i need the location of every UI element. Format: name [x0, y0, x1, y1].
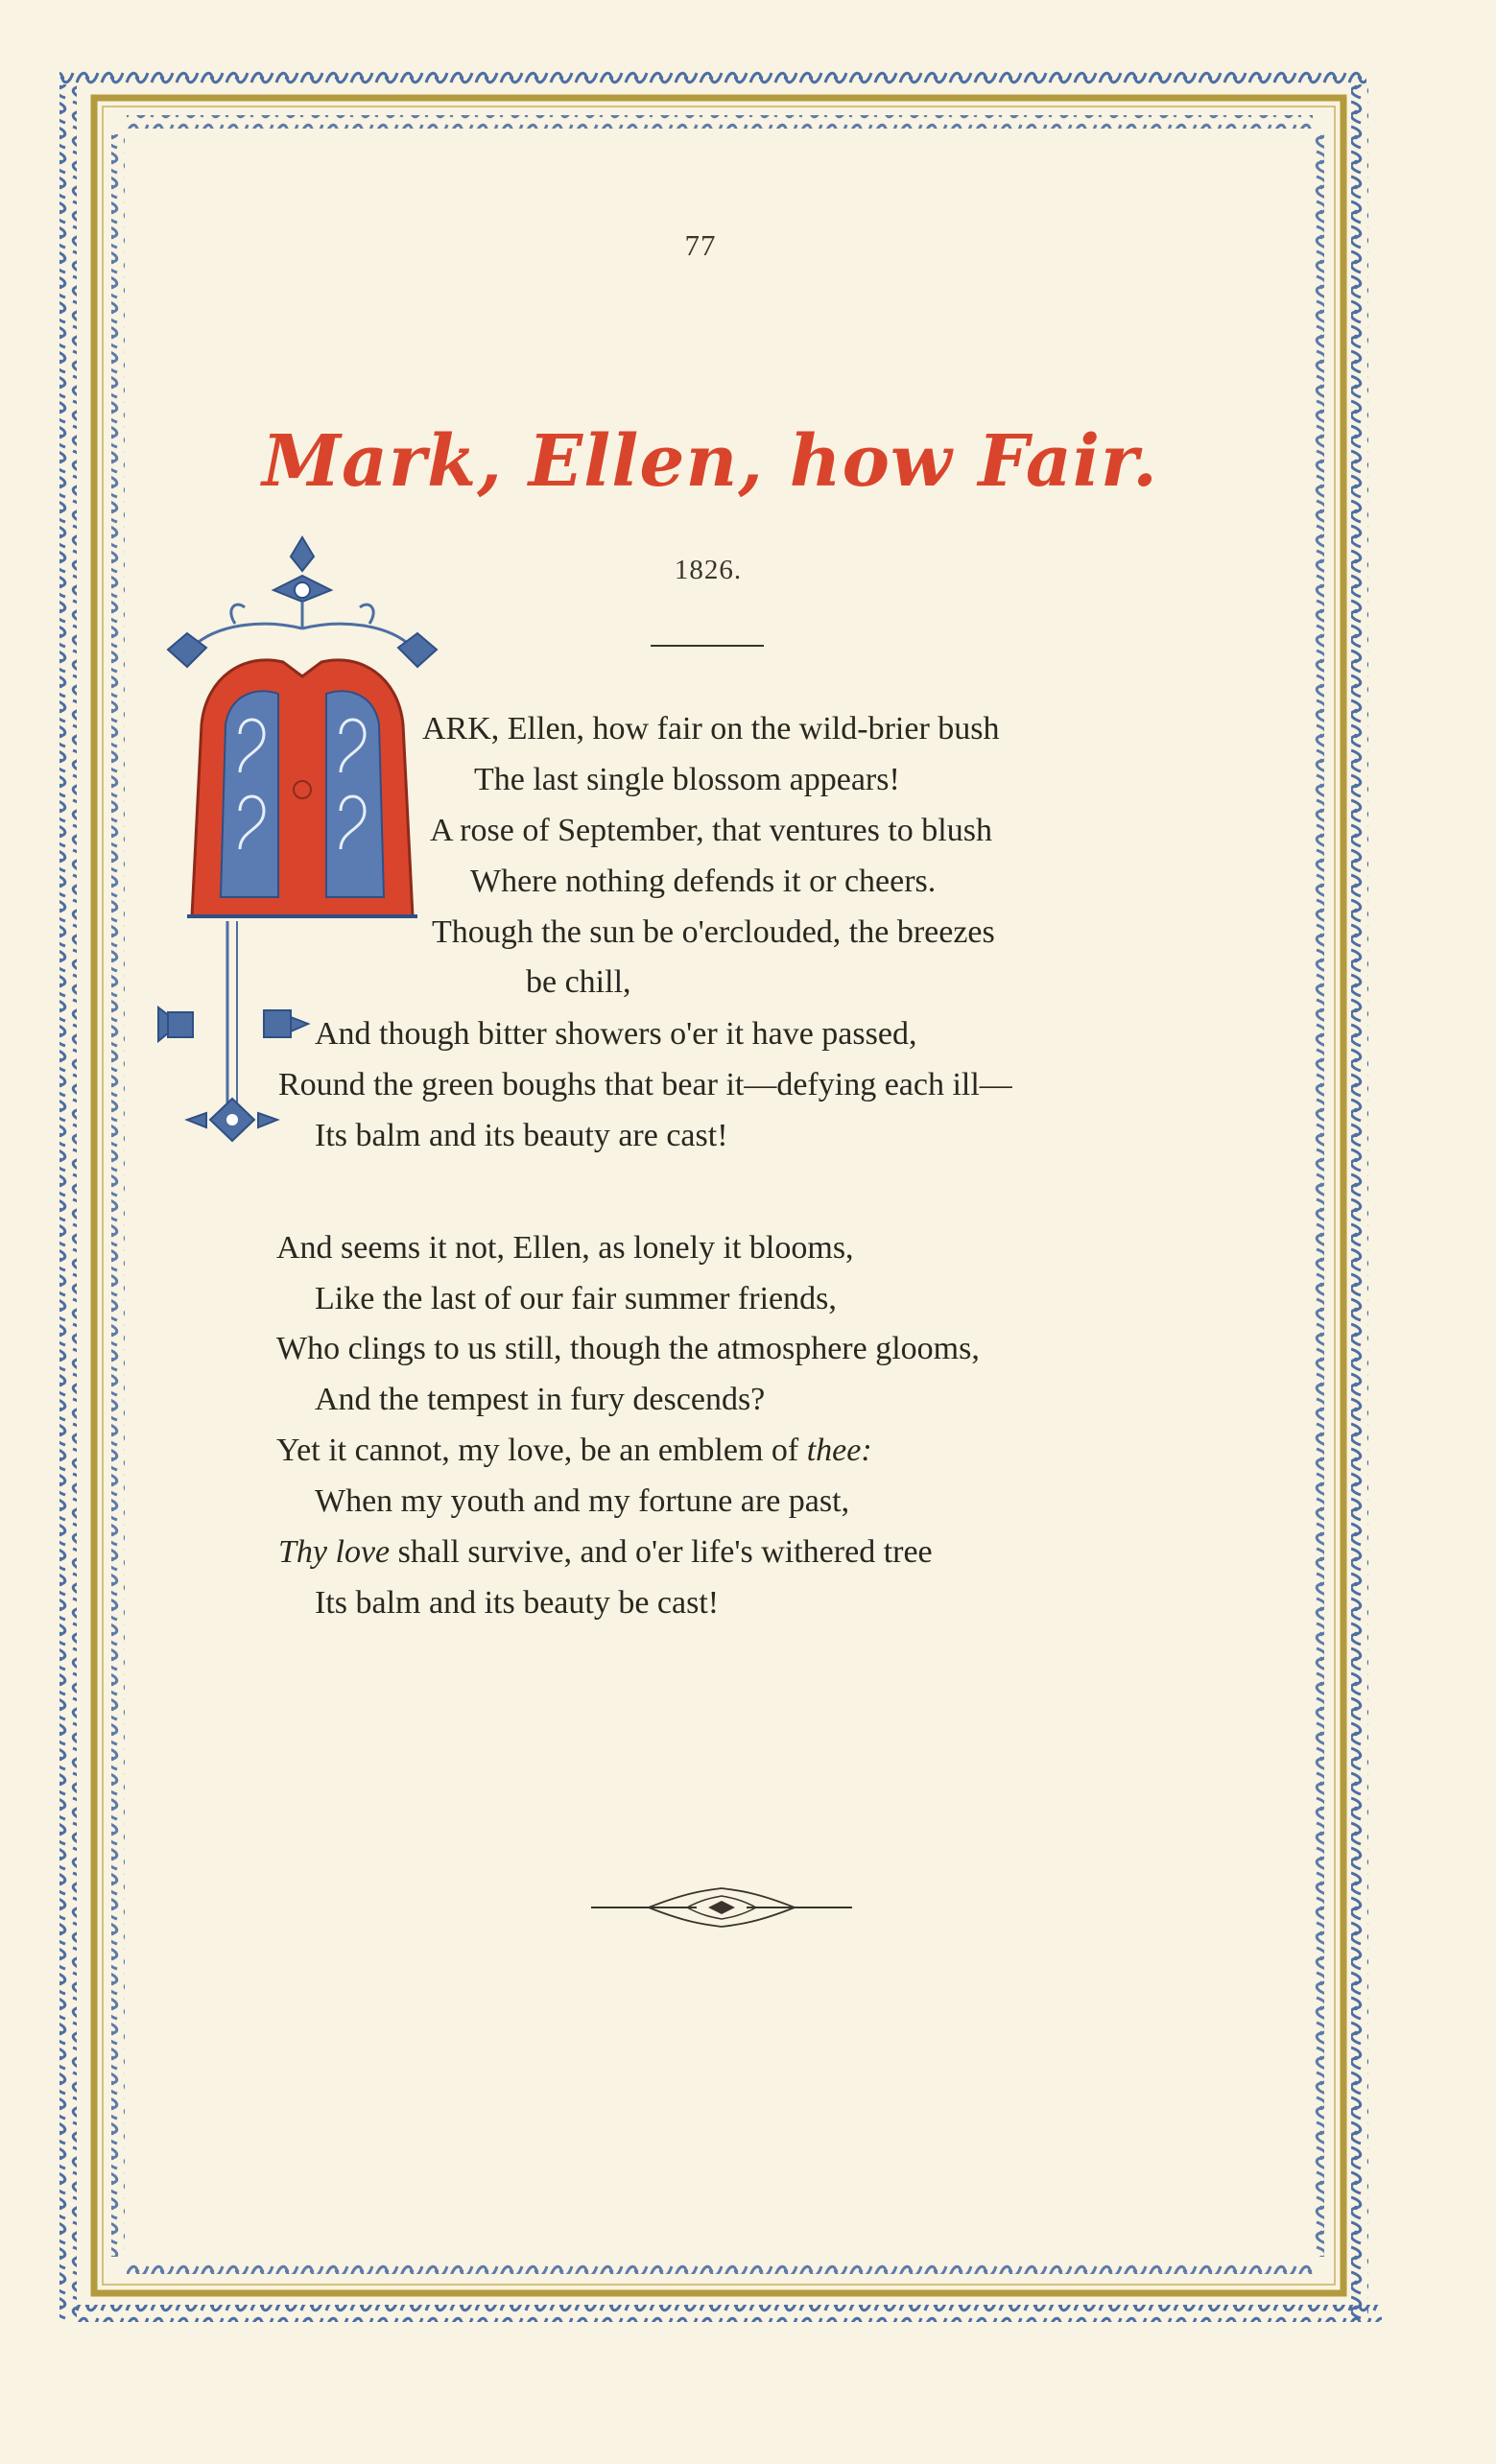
stanza-1-line-1: ARK, Ellen, how fair on the wild-brier bush — [422, 711, 1000, 746]
stanza-2-line-7-text: shall survive, and o'er life's withered tree — [390, 1534, 933, 1570]
poem-title: Mark, Ellen, how Fair. — [262, 420, 1158, 503]
stanza-2-line-7 — [278, 1533, 933, 1572]
tailpiece-ornament — [591, 1883, 852, 1931]
stanza-1-line-7: And though bitter showers o'er it have passed, — [315, 1016, 917, 1052]
stanza-1-line-5: Though the sun be o'erclouded, the breezes — [432, 914, 995, 950]
stanza-2-line-5-italic: thee: — [806, 1433, 872, 1468]
stanza-1-line-9: Its balm and its beauty are cast! — [315, 1118, 728, 1153]
stanza-2-line-4: And the tempest in fury descends? — [315, 1382, 766, 1417]
stanza-1-line-2: The last single blossom appears! — [474, 762, 900, 797]
poem-year: 1826. — [674, 555, 743, 585]
stanza-2-line-8: Its balm and its beauty be cast! — [315, 1585, 720, 1621]
stanza-1-line-4: Where nothing defends it or cheers. — [470, 864, 937, 899]
stanza-2-line-5-text: Yet it cannot, my love, be an emblem of — [276, 1433, 807, 1468]
stanza-1-line-3: A rose of September, that ventures to blush — [430, 813, 992, 848]
stanza-2-line-2: Like the last of our fair summer friends, — [315, 1281, 837, 1316]
stanza-2-line-6: When my youth and my fortune are past, — [315, 1483, 850, 1519]
title-divider — [651, 645, 764, 647]
stanza-1-line-8: Round the green boughs that bear it—defying each ill— — [278, 1067, 1012, 1102]
page-number: 77 — [684, 228, 717, 262]
stanza-1-line-6: be chill, — [526, 964, 631, 1000]
stanza-2-line-1: And seems it not, Ellen, as lonely it blooms, — [276, 1230, 854, 1266]
stanza-2-line-3: Who clings to us still, though the atmosphere glooms, — [276, 1331, 980, 1366]
stanza-2-line-7-italic: Thy love — [278, 1534, 391, 1570]
stanza-2-line-5 — [276, 1432, 872, 1470]
